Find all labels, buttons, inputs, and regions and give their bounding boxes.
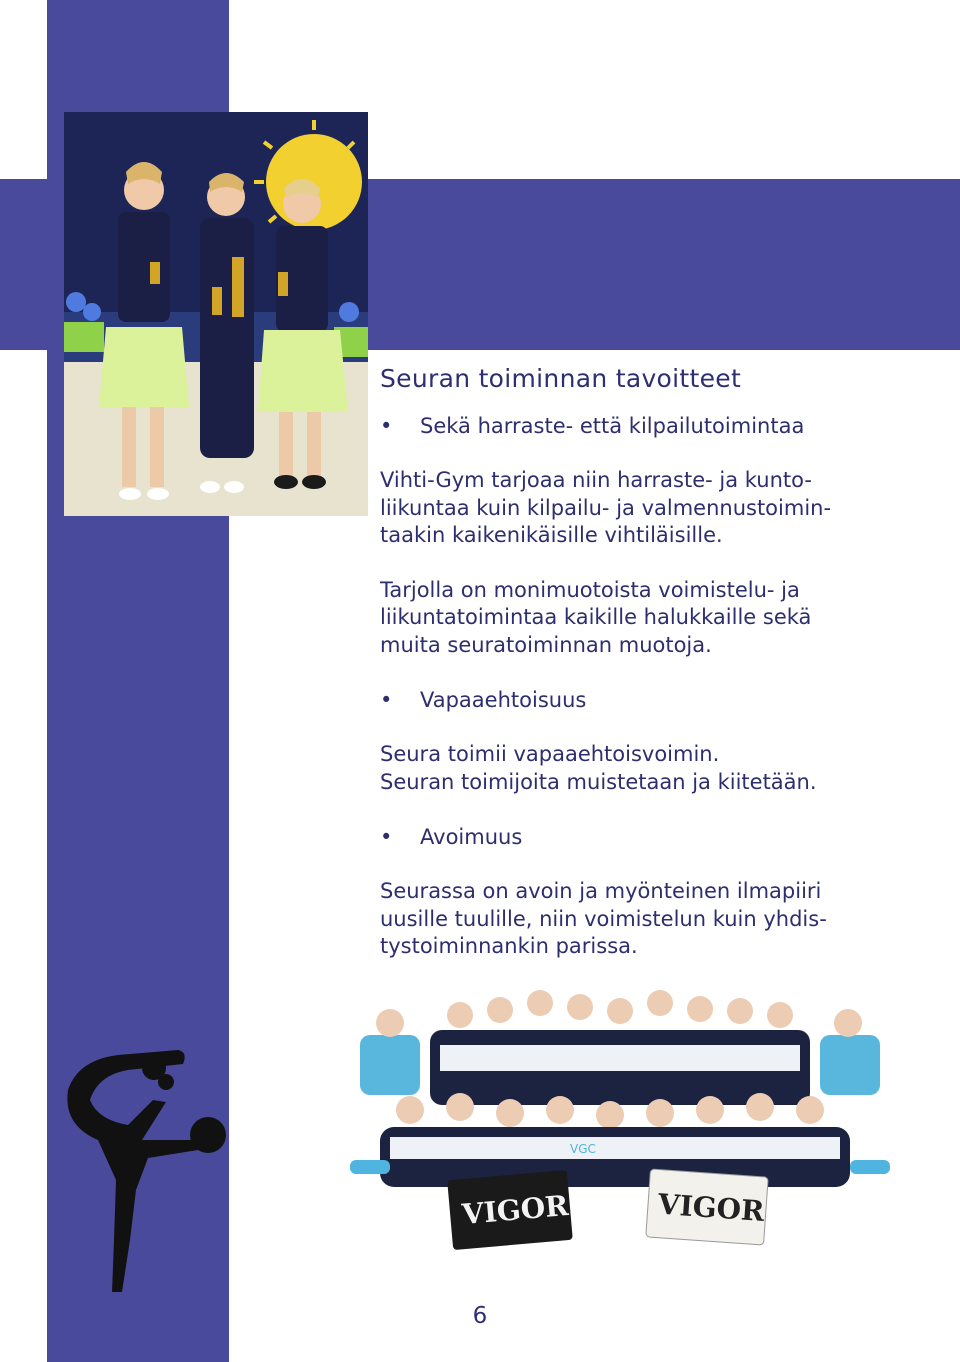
bullet-item-volunteering (380, 686, 900, 714)
jersey-text: VGC (570, 1142, 596, 1156)
vigor-sign-right (646, 1169, 768, 1245)
back-row-members (360, 990, 880, 1105)
text-line: tystoiminnankin parissa. (380, 934, 638, 958)
text-line: uusille tuulille, niin voimistelun kuin yhdis- (380, 906, 827, 931)
trophy-photo-illustration (64, 112, 368, 516)
bullet-icon: • (380, 688, 393, 712)
bullet-item-competition (380, 412, 900, 440)
text-line: Tarjolla on monimuotoista voimistelu- ja (380, 577, 800, 602)
text-line: taakin kaikenikäisille vihtiläisille. (380, 523, 723, 547)
paragraph-volunteering (380, 741, 900, 796)
bullet-item-openness (380, 823, 900, 851)
bullet-label: Vapaaehtoisuus (420, 688, 587, 712)
page-number: 6 (472, 1303, 488, 1329)
bullet-label: Sekä harraste- että kilpailutoimintaa (420, 414, 805, 438)
club-goals-section (380, 362, 900, 988)
paragraph-openness (380, 878, 900, 961)
vigor-sign-left (447, 1170, 573, 1250)
text-line: Seura toimii vapaaehtoisvoimin. (380, 742, 720, 766)
bullet-icon: • (380, 414, 393, 438)
middle-row-members (350, 1093, 890, 1187)
text-line: liikuntatoimintaa kaikille halukkaille sekä (380, 605, 812, 629)
text-line: muita seuratoiminnan muotoja. (380, 632, 712, 657)
cheer-team-illustration (350, 985, 890, 1255)
bullet-icon: • (380, 825, 393, 849)
cheer-team-photo (350, 985, 890, 1255)
bullet-label: Avoimuus (420, 825, 523, 849)
gymnast-silhouette (58, 1040, 233, 1300)
trophy-winners-photo (64, 112, 368, 516)
page-heading: Seuran toiminnan tavoitteet (380, 364, 742, 393)
text-line: Seuran toimijoita muistetaan ja kiitetään. (380, 769, 817, 794)
sign-right-text: VIGOR (656, 1187, 766, 1228)
text-line: Vihti-Gym tarjoaa niin harraste- ja kunto- (380, 468, 812, 492)
paragraph-offering (380, 467, 900, 550)
text-line: liikuntaa kuin kilpailu- ja valmennustoimin- (380, 495, 832, 520)
gymnast-silhouette-icon (58, 1040, 233, 1300)
sign-left-text: VIGOR (460, 1188, 570, 1232)
text-line: Seurassa on avoin ja myönteinen ilmapiiri (380, 879, 822, 903)
paragraph-activities (380, 577, 900, 660)
